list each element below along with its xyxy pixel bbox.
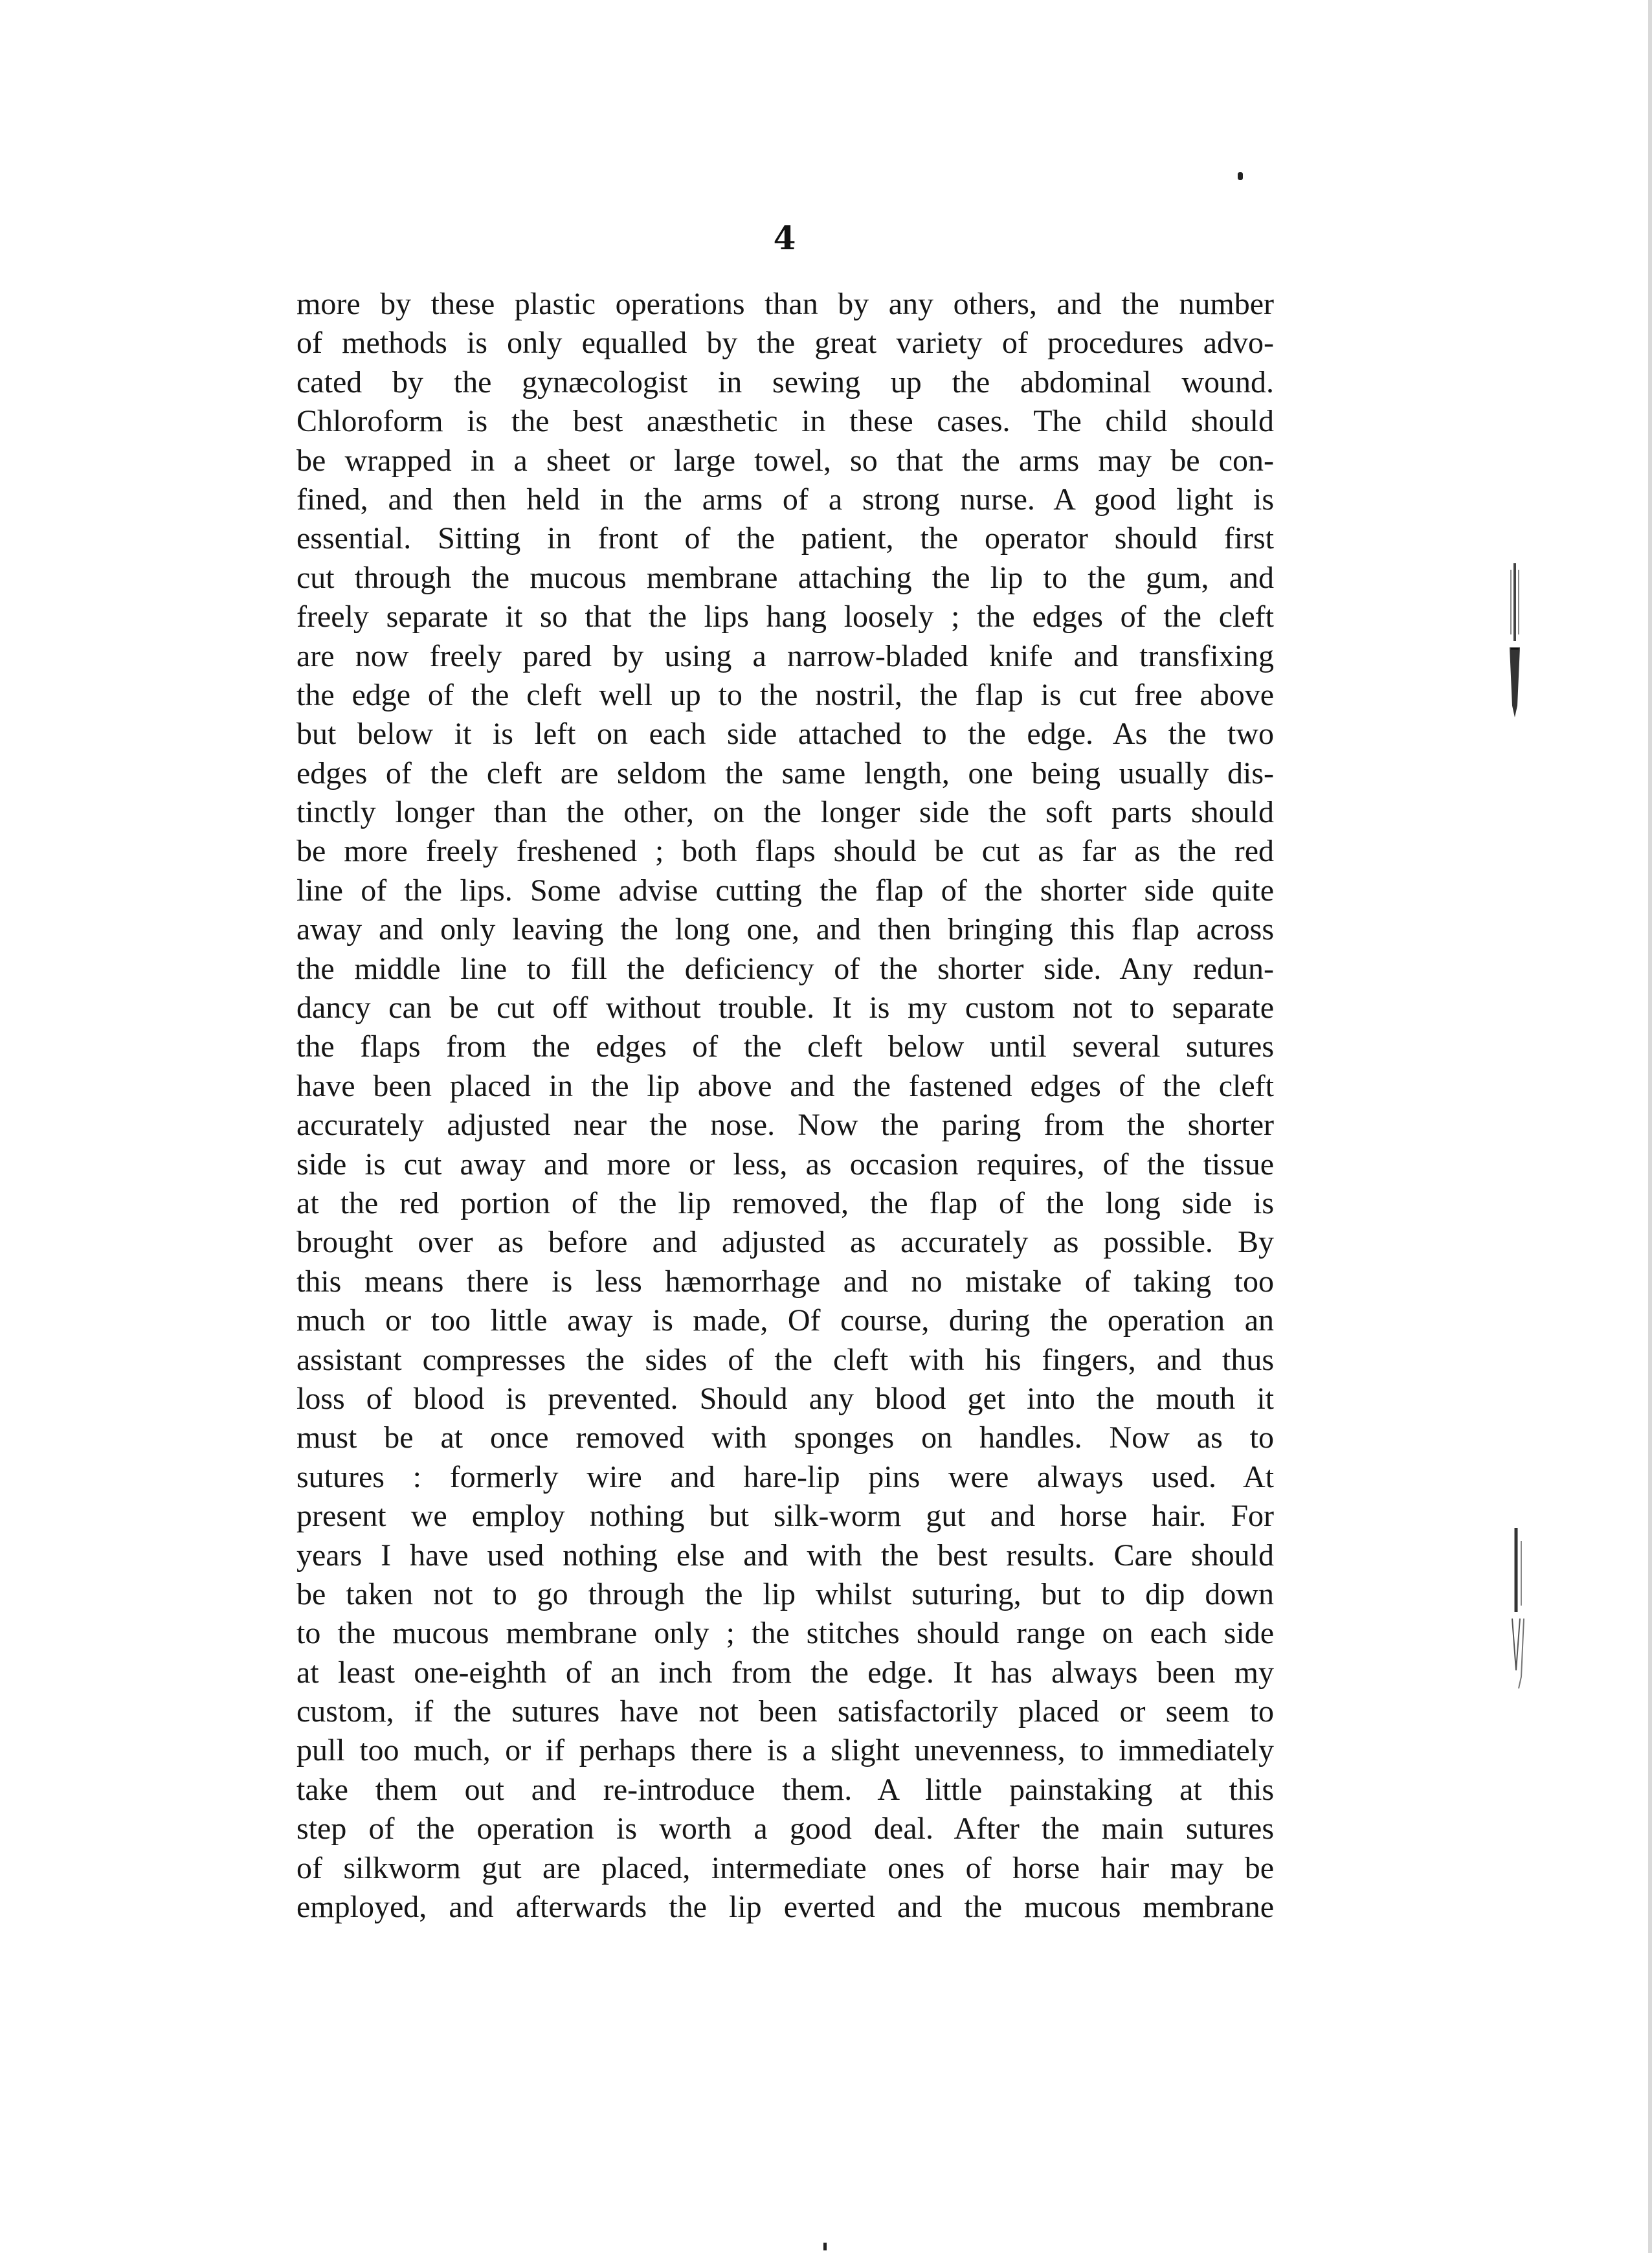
text-line: employed, and afterwards the lip everted and the mucous membrane [296, 1890, 1274, 1925]
text-line: accurately adjusted near the nose. Now the paring from the shorter [296, 1108, 1274, 1143]
text-line: brought over as before and adjusted as accurately as possible. By [296, 1225, 1274, 1260]
page-number: 4 [773, 219, 796, 257]
text-line: be wrapped in a sheet or large towel, so that the arms may be con- [296, 443, 1274, 478]
text-line: cut through the mucous membrane attaching the lip to the gum, and [296, 560, 1274, 595]
text-line: are now freely pared by using a narrow-bladed knife and transfixing [296, 638, 1274, 673]
text-line: tinctly longer than the other, on the longer side the soft parts should [296, 795, 1274, 830]
text-line: years I have used nothing else and with the best results. Care should [296, 1538, 1274, 1573]
text-line: have been placed in the lip above and the fastened edges of the cleft [296, 1068, 1274, 1103]
text-line: assistant compresses the sides of the cleft with his fingers, and thus [296, 1342, 1274, 1377]
text-line: custom, if the sutures have not been satisfactorily placed or seem to [296, 1694, 1274, 1729]
text-line: freely separate it so that the lips hang loosely ; the edges of the cleft [296, 600, 1274, 634]
text-line: of silkworm gut are placed, intermediate ones of horse hair may be [296, 1850, 1274, 1885]
body-text [296, 285, 1274, 1927]
text-line: at the red portion of the lip removed, the flap of the long side is [296, 1185, 1274, 1220]
text-line: more by these plastic operations than by any others, and the number [296, 287, 1274, 321]
text-line: sutures : formerly wire and hare-lip pins were always used. At [296, 1459, 1274, 1494]
text-line: be taken not to go through the lip whilst suturing, but to dip down [296, 1576, 1274, 1611]
scan-speck [1238, 172, 1243, 180]
text-line: at least one-eighth of an inch from the edge. It has always been my [296, 1655, 1274, 1690]
text-line: cated by the gynæcologist in sewing up the abdominal wound. [296, 364, 1274, 399]
text-line: but below it is left on each side attached to the edge. As the two [296, 717, 1274, 752]
text-line: take them out and re-introduce them. A little painstaking at this [296, 1772, 1274, 1807]
text-line: the middle line to fill the deficiency of the shorter side. Any redun- [296, 951, 1274, 986]
text-line: loss of blood is prevented. Should any blood get into the mouth it [296, 1381, 1274, 1416]
text-line: line of the lips. Some advise cutting the flap of the shorter side quite [296, 873, 1274, 908]
text-line: dancy can be cut off without trouble. It is my custom not to separate [296, 991, 1274, 1026]
text-line: the flaps from the edges of the cleft below until several sutures [296, 1029, 1274, 1064]
text-line: to the mucous membrane only ; the stitches should range on each side [296, 1616, 1274, 1651]
text-line: pull too much, or if perhaps there is a slight unevenness, to immediately [296, 1733, 1274, 1768]
text-line: fined, and then held in the arms of a strong nurse. A good light is [296, 482, 1274, 517]
text-line: edges of the cleft are seldom the same length, one being usually dis- [296, 756, 1274, 790]
text-line: must be at once removed with sponges on handles. Now as to [296, 1420, 1274, 1455]
binding-mark-icon [1507, 1528, 1533, 1690]
text-line: the edge of the cleft well up to the nostril, the flap is cut free above [296, 677, 1274, 712]
scan-speck [823, 2243, 827, 2250]
text-line: side is cut away and more or less, as occasion requires, of the tissue [296, 1147, 1274, 1182]
text-line: Chloroform is the best anæsthetic in these cases. The child should [296, 404, 1274, 439]
text-line: this means there is less hæmorrhage and no mistake of taking too [296, 1264, 1274, 1299]
text-line: present we employ nothing but silk-worm gut and horse hair. For [296, 1499, 1274, 1534]
binding-mark-icon [1502, 563, 1528, 719]
text-line: step of the operation is worth a good deal. After the main sutures [296, 1811, 1274, 1846]
text-line: away and only leaving the long one, and then bringing this flap across [296, 912, 1274, 947]
text-line: much or too little away is made, Of course, during the operation an [296, 1303, 1274, 1338]
text-line: essential. Sitting in front of the patient, the operator should first [296, 521, 1274, 556]
text-line: of methods is only equalled by the great variety of procedures advo- [296, 326, 1274, 361]
text-line: be more freely freshened ; both flaps should be cut as far as the red [296, 834, 1274, 869]
